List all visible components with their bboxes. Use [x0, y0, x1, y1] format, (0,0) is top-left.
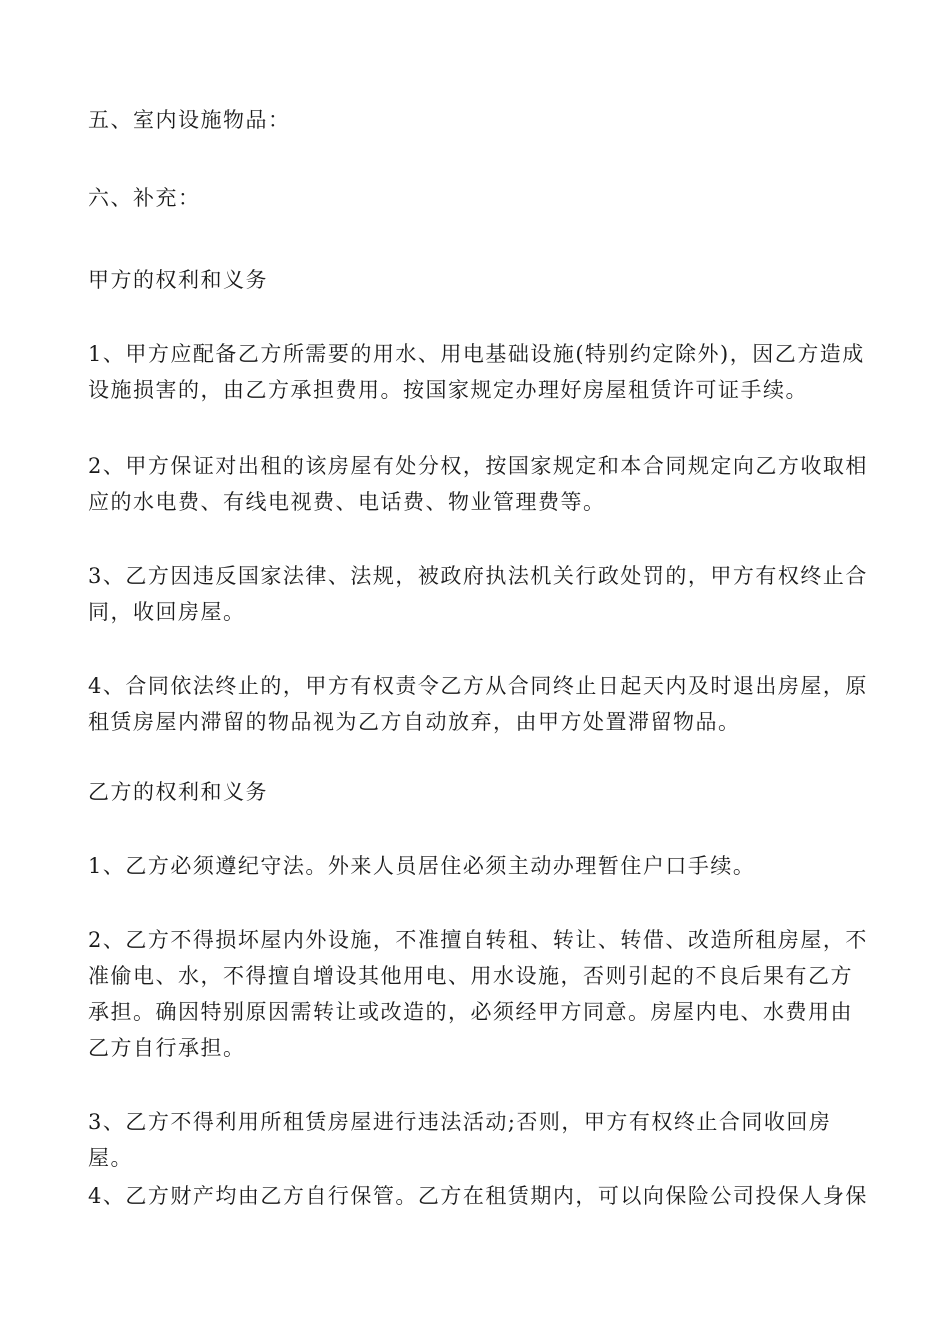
party-b-clause-2: 2、乙方不得损坏屋内外设施，不准擅自转租、转让、转借、改造所租房屋，不准偷电、水，不得擅自增设其他用电、用水设施，否则引起的不良后果有乙方承担。确因特别原因需转让或改造的，必须经甲方同意。房屋内电、水费用由乙方自行承担。 — [88, 928, 868, 1060]
party-a-clause-4: 4、合同依法终止的，甲方有权责令乙方从合同终止日起天内及时退出房屋，原租赁房屋内滞留的物品视为乙方自动放弃，由甲方处置滞留物品。 — [88, 674, 868, 734]
party-a-clause-3: 3、乙方因违反国家法律、法规，被政府执法机关行政处罚的，甲方有权终止合同，收回房屋。 — [88, 564, 868, 624]
party-b-heading: 乙方的权利和义务 — [88, 780, 268, 804]
party-b-clause-3: 3、乙方不得利用所租赁房屋进行违法活动;否则，甲方有权终止合同收回房屋。 — [88, 1110, 832, 1170]
section-heading-facilities: 五、室内设施物品： — [88, 108, 291, 132]
party-a-heading: 甲方的权利和义务 — [88, 268, 268, 292]
party-a-clause-1: 1、甲方应配备乙方所需要的用水、用电基础设施(特别约定除外)，因乙方造成设施损害的，由乙方承担费用。按国家规定办理好房屋租赁许可证手续。 — [88, 342, 865, 402]
party-a-clause-2: 2、甲方保证对出租的该房屋有处分权，按国家规定和本合同规定向乙方收取相应的水电费、有线电视费、电话费、物业管理费等。 — [88, 454, 868, 514]
section-heading-supplement: 六、补充： — [88, 186, 201, 210]
party-b-clause-1: 1、乙方必须遵纪守法。外来人员居住必须主动办理暂住户口手续。 — [88, 854, 756, 878]
party-b-clause-4: 4、乙方财产均由乙方自行保管。乙方在租赁期内，可以向保险公司投保人身保 — [88, 1184, 868, 1208]
